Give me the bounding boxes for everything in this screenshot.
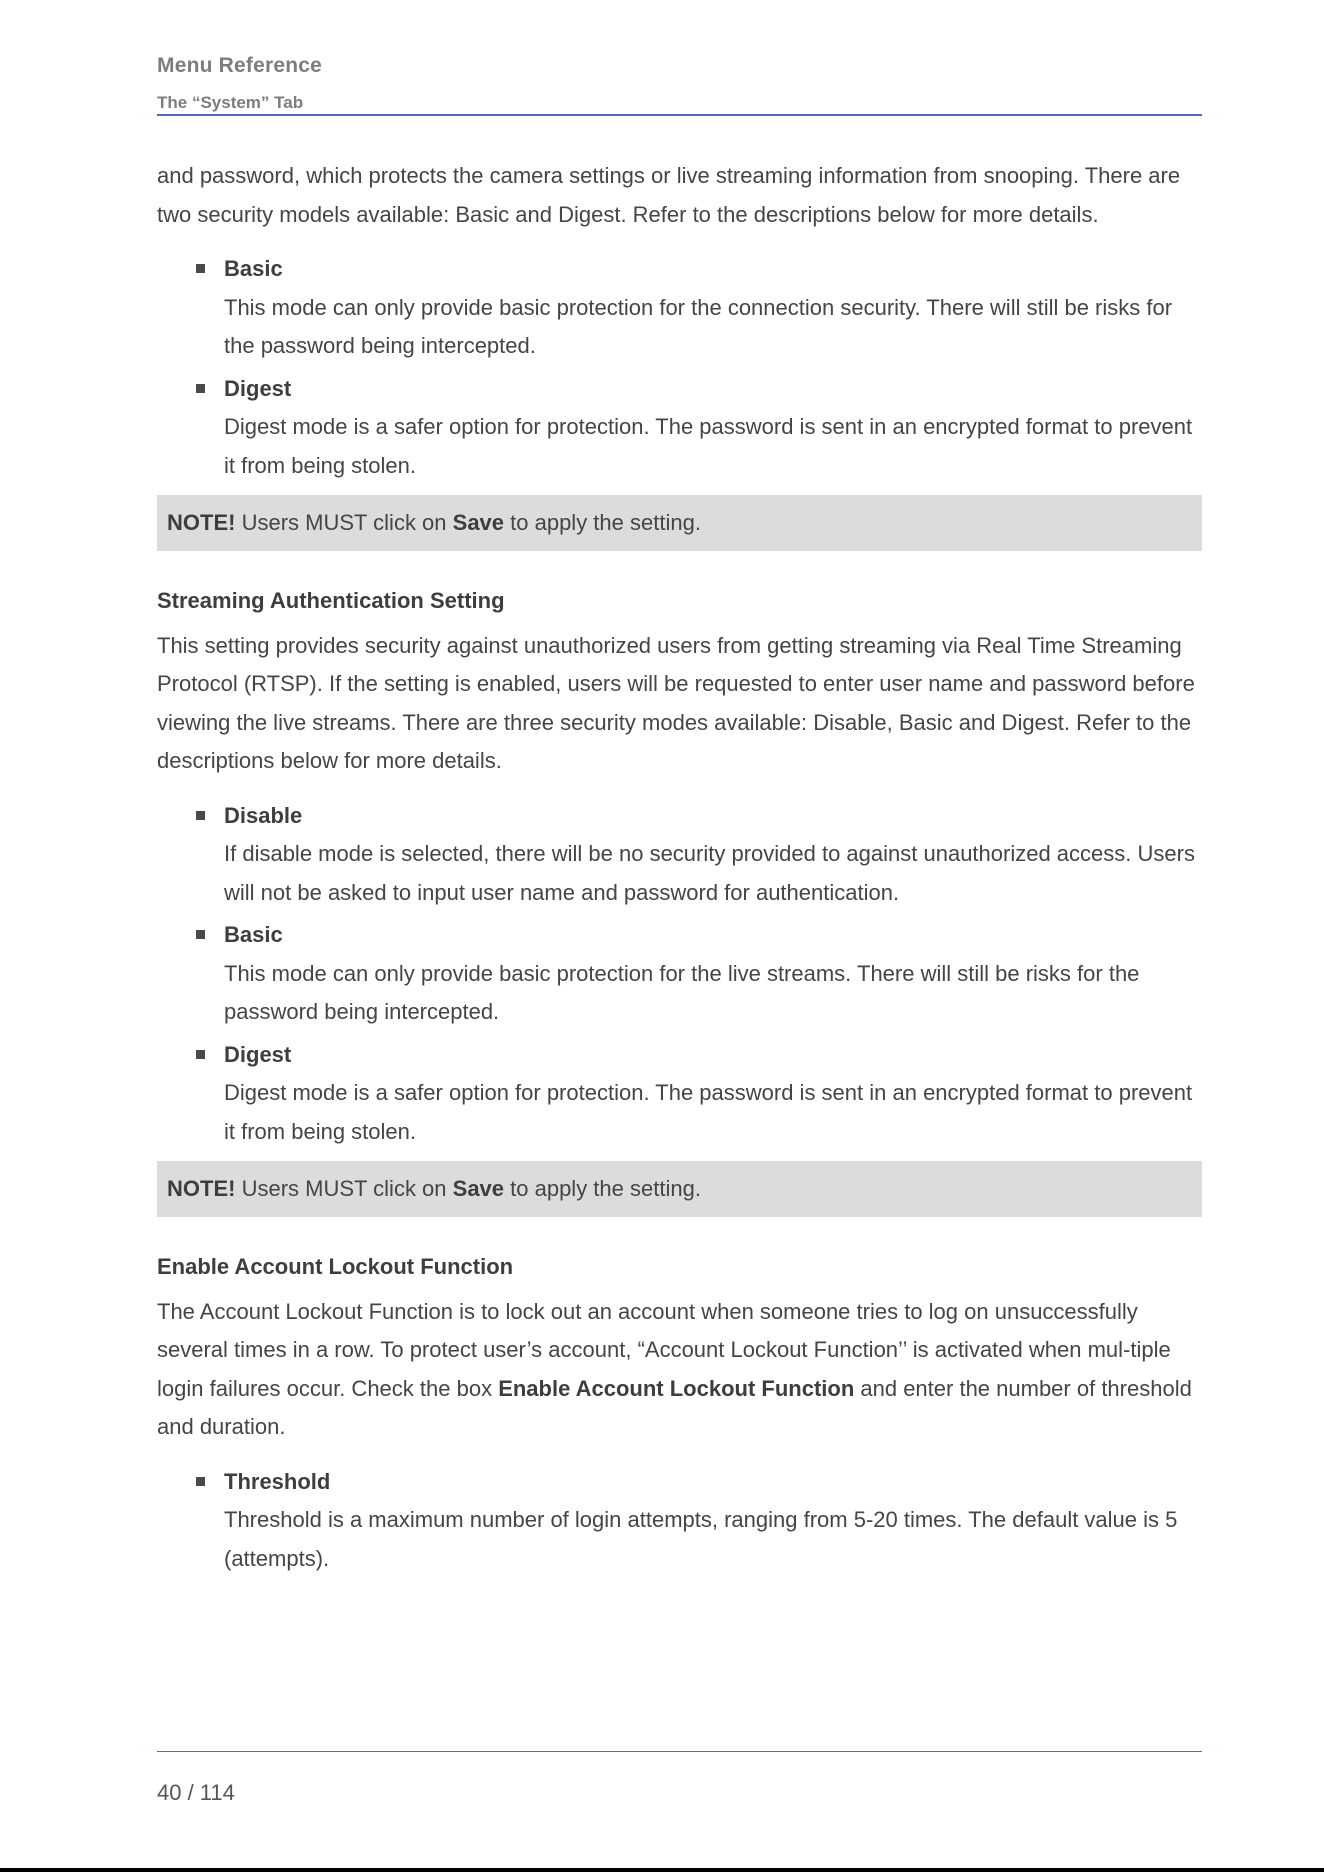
bullet-text: This mode can only provide basic protection for the live streams. There will still be risks for the password being intercepted. [224,960,1140,1024]
note-save-keyword: Save [452,1176,505,1201]
note-save-keyword: Save [452,510,505,535]
streaming-paragraph: This setting provides security against unauthorized users from getting streaming via Real Time Streaming Protocol (RTSP). If the setting is enabled, users will be requested to enter user name and password before viewing the live streams. There are three security modes available: Disable, Basic and Digest. Refer to the descriptions below for more details. [157,632,1195,773]
note-box [157,495,1202,551]
list-item [157,1036,1202,1152]
note-text-pre: Users MUST click on [235,510,453,535]
running-header-subtitle: The “System” Tab [157,93,304,112]
bullet-text: This mode can only provide basic protection for the connection security. There will still be risks for the password being intercepted. [224,294,1173,358]
lockout-text-post: and enter the number of threshold and duration. [157,1375,1192,1439]
bullet-text: Digest mode is a safer option for protection. The password is sent in an encrypted format to prevent it from being stolen. [224,1080,1193,1144]
bullet-text: If disable mode is selected, there will be no security provided to against unauthorized access. Users will not be asked to input user name and password for authentication. [224,841,1195,905]
section-heading-lockout: Enable Account Lockout Function [157,1254,514,1279]
square-bullet-icon [196,1477,205,1486]
section-heading-streaming: Streaming Authentication Setting [157,588,505,613]
square-bullet-icon [196,811,205,820]
bullet-text: Digest mode is a safer option for protection. The password is sent in an encrypted format to prevent it from being stolen. [224,414,1193,478]
footer-rule [157,1751,1202,1752]
bullet-title: Digest [224,1041,292,1067]
note-label: NOTE! [167,510,236,535]
bullet-title: Threshold [224,1468,331,1494]
note-text-post: to apply the setting. [504,510,701,535]
note-text-post: to apply the setting. [504,1176,701,1201]
square-bullet-icon [196,930,205,939]
intro-paragraph: and password, which protects the camera settings or live streaming information from snooping. There are two security models available: Basic and Digest. Refer to the descriptions below for more details. [157,163,1181,227]
note-label: NOTE! [167,1176,236,1201]
square-bullet-icon [196,264,205,273]
lockout-paragraph [157,1293,1202,1447]
note-box [157,1161,1202,1217]
note-text-pre: Users MUST click on [235,1176,453,1201]
lockout-bullet-list [157,1463,1202,1579]
streaming-bullet-list [157,797,1202,1152]
list-item [157,1463,1202,1579]
lockout-text-bold: Enable Account Lockout Function [498,1375,855,1401]
page-content [157,157,1202,1582]
bullet-title: Digest [224,375,292,401]
list-item [157,250,1202,366]
page-bottom-edge [0,1868,1324,1872]
square-bullet-icon [196,1050,205,1059]
lockout-text-pre: The Account Lockout Function is to lock out an account when someone tries to log on unsuccessfully several times in a row. To protect user’s account, “Account Lockout Function’’ is activated when mul-tiple login failures occur. Check the box [157,1298,1171,1401]
bullet-text: Threshold is a maximum number of login attempts, ranging from 5-20 times. The default value is 5 (attempts). [224,1507,1178,1571]
page-number: 40 / 114 [157,1780,235,1805]
bullet-title: Basic [224,256,283,281]
header-rule [157,114,1202,116]
bullet-title: Disable [224,802,303,828]
list-item [157,370,1202,486]
list-item [157,797,1202,913]
bullet-title: Basic [224,922,283,947]
list-item [157,916,1202,1032]
square-bullet-icon [196,384,205,393]
intro-bullet-list [157,250,1202,485]
running-header-title: Menu Reference [157,54,323,77]
